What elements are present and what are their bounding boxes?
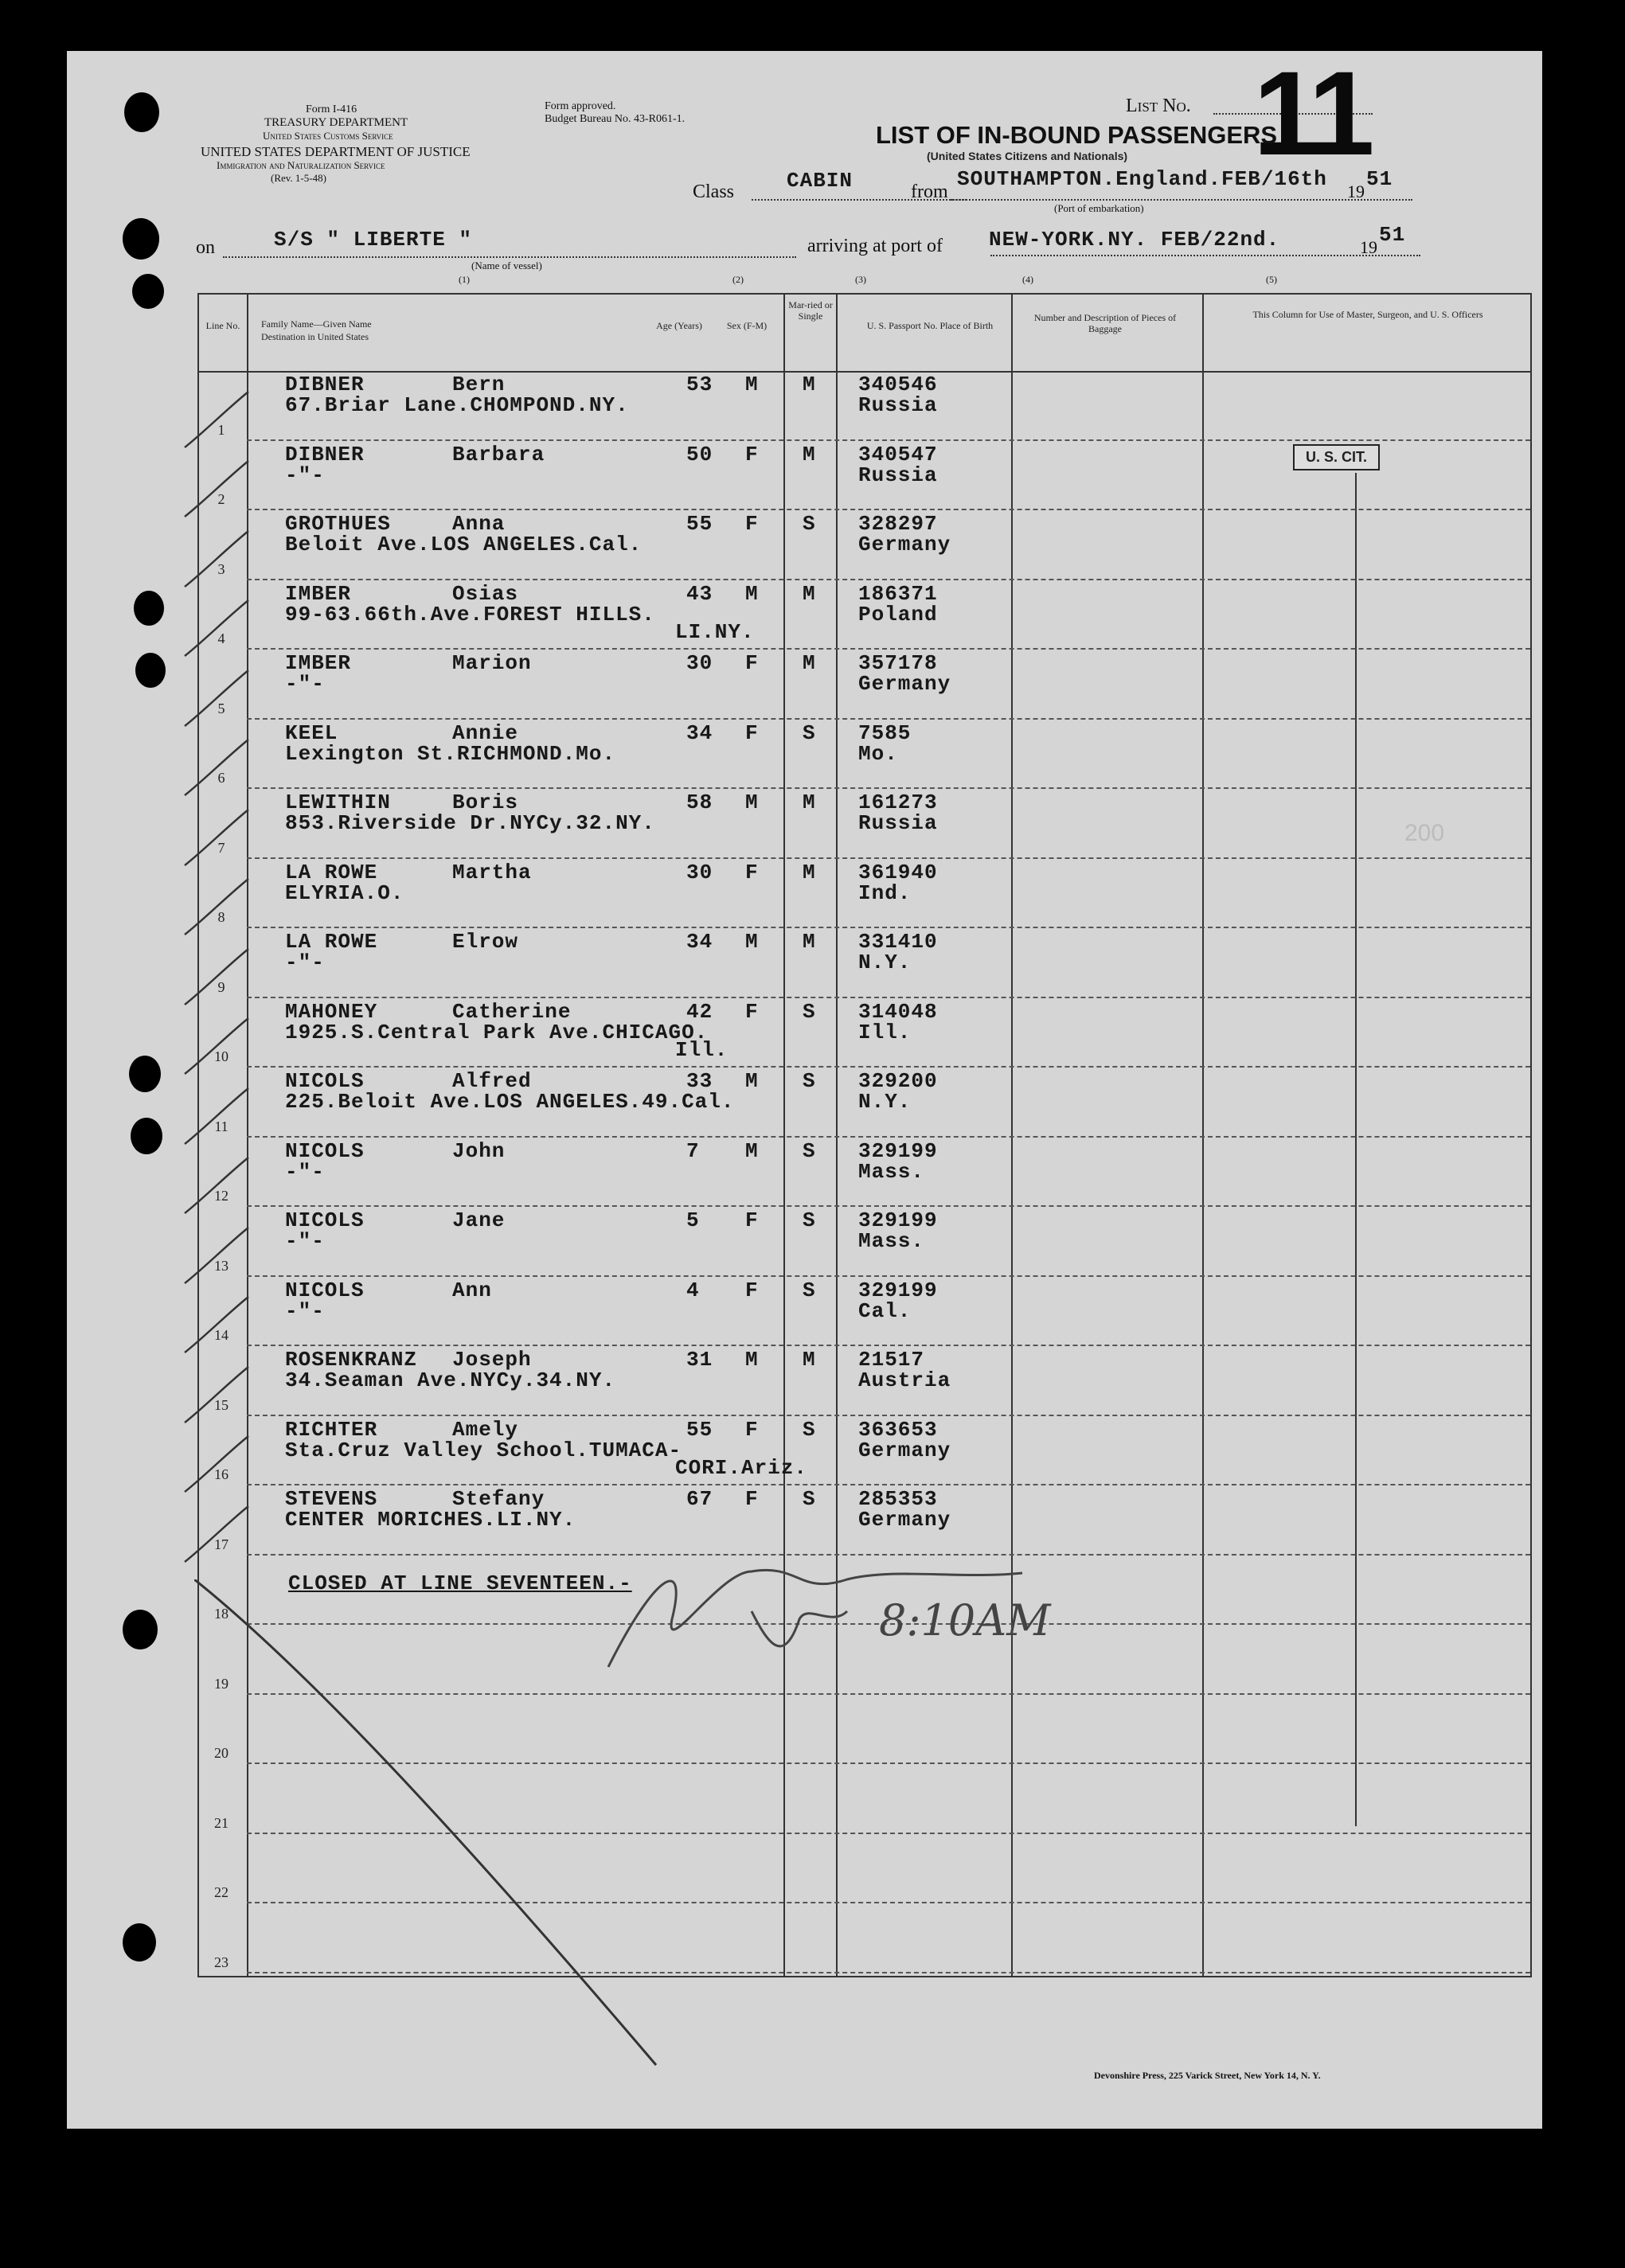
vessel-underline [223,256,796,258]
destination: 99-63.66th.Ave.FOREST HILLS. [285,602,655,627]
given-name: Osias [452,581,519,606]
passport-number: 329199 [858,1208,938,1232]
line-number: 14 [214,1327,229,1343]
on-label: on [196,237,215,258]
given-name: John [452,1138,506,1163]
place-of-birth: N.Y. [858,1090,912,1114]
given-name: Barbara [452,442,545,466]
place-of-birth: Poland [858,602,938,627]
age: 55 [686,1417,713,1442]
binder-hole-3 [132,274,164,309]
check-mark [180,458,252,521]
col-officers: This Column for Use of Master, Surgeon, and U. S. Officers [1252,309,1483,320]
col-sex: Sex (F-M) [726,320,768,331]
list-no-label: List No. [1126,96,1191,116]
destination: ELYRIA.O. [285,880,404,905]
given-name: Bern [452,373,506,396]
passport-number: 329200 [858,1069,938,1093]
given-name: Joseph [452,1348,532,1372]
family-name: NICOLS [285,1208,365,1232]
passport-number: 328297 [858,512,938,536]
row-rule [247,1345,1530,1346]
marital-status: M [803,790,816,814]
destination: Sta.Cruz Valley School.TUMACA- [285,1438,682,1462]
given-name: Catherine [452,999,572,1024]
line-number: 19 [214,1675,229,1692]
printer-footer: Devonshire Press, 225 Varick Street, New York 14, N. Y. [1094,2070,1321,2081]
line-number: 3 [217,560,225,577]
passport-number: 314048 [858,999,938,1024]
age: 55 [686,512,713,536]
line-number: 17 [214,1536,229,1552]
table-row [197,1416,1532,1486]
marital-status: S [803,1487,816,1511]
sex: M [745,1138,759,1163]
sex: F [745,512,759,536]
place-of-birth: Germany [858,1438,951,1462]
check-mark [180,1433,252,1497]
sex: F [745,1278,759,1302]
svg-text:8:10AM: 8:10AM [879,1595,1051,1645]
given-name: Annie [452,720,519,745]
age: 34 [686,720,713,745]
marital-status: S [803,1278,816,1302]
marital-status: M [803,930,816,954]
destination: -"- [285,1159,325,1184]
line-number: 23 [214,1954,229,1970]
family-name: GROTHUES [285,512,391,536]
table-row [197,998,1532,1068]
check-mark [180,1085,252,1149]
cancel-diagonal-line [194,1579,672,2073]
marital-status: M [803,860,816,884]
binder-hole-4 [134,591,164,626]
col-name: Family Name—Given Name [261,318,372,330]
list-number: 11 [1253,46,1370,180]
from-year-prefix: 19 [1347,182,1365,201]
form-number: Form I-416 [306,103,357,115]
destination: -"- [285,1298,325,1323]
table-row [197,1068,1532,1138]
arr-year-prefix: 19 [1360,237,1377,257]
marital-status: M [803,373,816,396]
col-age: Age (Years) [656,320,702,331]
place-of-birth: Mo. [858,741,898,766]
col-num-5: (5) [1266,274,1277,285]
marital-status: M [803,581,816,606]
destination: 1925.S.Central Park Ave.CHICAGO. [285,1020,709,1044]
passport-number: 331410 [858,930,938,954]
destination: 34.Seaman Ave.NYCy.34.NY. [285,1368,616,1392]
form-approved: Form approved. [545,100,616,112]
marital-status: S [803,1138,816,1163]
col-num-2: (2) [732,274,744,285]
marital-status: S [803,512,816,536]
from-year: 51 [1366,167,1393,191]
destination: Lexington St.RICHMOND.Mo. [285,741,616,766]
from-label: from [911,182,948,202]
family-name: KEEL [285,720,338,745]
destination: Beloit Ave.LOS ANGELES.Cal. [285,533,643,556]
given-name: Jane [452,1208,506,1232]
destination-cont: LI.NY. [675,619,755,644]
passport-number: 285353 [858,1487,938,1511]
budget-bureau: Budget Bureau No. 43-R061-1. [545,113,686,125]
family-name: NICOLS [285,1069,365,1093]
customs-service: United States Customs Service [263,130,393,142]
closed-note: CLOSED AT LINE SEVENTEEN.- [288,1571,632,1595]
sex: M [745,930,759,954]
destination: CENTER MORICHES.LI.NY. [285,1508,576,1532]
line-number: 1 [217,421,225,438]
binder-hole-7 [131,1118,162,1154]
given-name: Martha [452,860,532,884]
given-name: Alfred [452,1069,532,1093]
destination: 853.Riverside Dr.NYCy.32.NY. [285,811,655,835]
port-embark-label: (Port of embarkation) [1054,202,1144,214]
line-number: 2 [217,491,225,507]
table-row [197,441,1532,511]
family-name: IMBER [285,651,352,675]
family-name: DIBNER [285,373,365,396]
check-mark [180,388,252,452]
sex: M [745,1069,759,1093]
passport-number: 363653 [858,1417,938,1442]
row-rule [247,997,1530,998]
age: 50 [686,442,713,466]
family-name: STEVENS [285,1487,378,1511]
place-of-birth: Russia [858,463,938,487]
col-num-1: (1) [459,274,470,285]
table-row [197,859,1532,929]
check-mark [180,736,252,800]
check-mark [180,1364,252,1427]
family-name: LEWITHIN [285,790,391,814]
table-top [197,293,1532,295]
destination: 225.Beloit Ave.LOS ANGELES.49.Cal. [285,1090,735,1114]
family-name: RICHTER [285,1417,378,1442]
us-cit-stamp: U. S. CIT. [1293,444,1380,470]
sex: M [745,790,759,814]
age: 31 [686,1348,713,1372]
given-name: Elrow [452,930,519,954]
passport-number: 357178 [858,651,938,675]
marital-status: S [803,999,816,1024]
sex: F [745,651,759,675]
line-number: 5 [217,700,225,716]
row-rule [247,1205,1530,1207]
vessel-label: (Name of vessel) [471,260,542,271]
row-rule [247,509,1530,510]
age: 67 [686,1487,713,1511]
family-name: ROSENKRANZ [285,1348,418,1372]
line-number: 8 [217,909,225,925]
table-row [197,650,1532,720]
col-num-3: (3) [855,274,866,285]
age: 34 [686,930,713,954]
from-value: SOUTHAMPTON.England.FEB/16th [957,167,1327,191]
row-rule [247,1136,1530,1138]
vessel-name: S/S " LIBERTE " [274,228,473,252]
sex: F [745,860,759,884]
check-mark [180,1015,252,1079]
place-of-birth: Russia [858,811,938,835]
binder-hole-1 [124,92,159,132]
check-mark [180,597,252,661]
binder-hole-8 [123,1610,158,1649]
check-mark [180,876,252,939]
passport-number: 7585 [858,720,912,745]
age: 30 [686,651,713,675]
family-name: NICOLS [285,1278,365,1302]
line-number: 12 [214,1188,229,1204]
arriving-value: NEW-YORK.NY. FEB/22nd. [989,228,1280,252]
check-mark [180,1294,252,1357]
row-rule [247,579,1530,580]
arriving-underline [990,255,1420,256]
table-row [197,1138,1532,1208]
sex: F [745,1208,759,1232]
table-row [197,371,1532,441]
family-name: LA ROWE [285,860,378,884]
table-row [197,928,1532,998]
given-name: Amely [452,1417,519,1442]
form-subtitle: (United States Citizens and Nationals) [927,150,1128,162]
form-title: LIST OF IN-BOUND PASSENGERS [876,121,1278,149]
row-rule [247,648,1530,650]
passport-number: 21517 [858,1348,925,1372]
revision: (Rev. 1-5-48) [271,172,326,184]
line-number: 9 [217,978,225,995]
marital-status: M [803,651,816,675]
col-line-no: Line No. [205,320,240,331]
destination-cont: Ill. [675,1037,729,1062]
marital-status: S [803,1417,816,1442]
row-rule [247,857,1530,859]
family-name: LA ROWE [285,930,378,954]
age: 58 [686,790,713,814]
line-number: 22 [214,1884,229,1900]
row-rule [247,718,1530,720]
family-name: IMBER [285,581,352,606]
table-row [197,1207,1532,1277]
age: 53 [686,373,713,396]
sex: M [745,581,759,606]
check-mark [180,1224,252,1288]
check-mark [180,946,252,1009]
destination: -"- [285,463,325,487]
destination: -"- [285,1229,325,1253]
check-mark [180,806,252,870]
passport-number: 340547 [858,442,938,466]
binder-hole-5 [135,653,166,688]
family-name: NICOLS [285,1138,365,1163]
check-mark [180,528,252,591]
age: 33 [686,1069,713,1093]
line-number: 11 [214,1118,229,1134]
col-num-4: (4) [1022,274,1033,285]
given-name: Marion [452,651,532,675]
age: 5 [686,1208,700,1232]
col-destination: Destination in United States [261,331,369,342]
destination-cont: CORI.Ariz. [675,1455,808,1480]
destination: -"- [285,951,325,974]
sex: F [745,720,759,745]
marital-status: S [803,1208,816,1232]
line-number: 16 [214,1466,229,1482]
row-rule [247,1066,1530,1068]
row-rule [247,1415,1530,1416]
line-number: 6 [217,770,225,786]
place-of-birth: Germany [858,533,951,556]
family-name: DIBNER [285,442,365,466]
col-married: Mar-ried or Single [788,299,833,322]
age: 7 [686,1138,700,1163]
given-name: Stefany [452,1487,545,1511]
age: 43 [686,581,713,606]
class-label: Class [693,182,735,202]
destination: -"- [285,672,325,696]
passport-number: 340546 [858,373,938,396]
arr-year: 51 [1379,223,1406,247]
passport-number: 329199 [858,1138,938,1163]
marital-status: S [803,720,816,745]
sex: M [745,1348,759,1372]
marital-status: M [803,442,816,466]
place-of-birth: Ill. [858,1020,912,1044]
passport-number: 186371 [858,581,938,606]
binder-hole-9 [123,1923,156,1962]
sex: F [745,1487,759,1511]
place-of-birth: Mass. [858,1159,925,1184]
check-mark [180,667,252,731]
table-row [197,1346,1532,1416]
ins-title: Immigration and Naturalization Service [217,159,385,171]
place-of-birth: Cal. [858,1298,912,1323]
from-underline [951,199,1412,201]
check-mark [180,1503,252,1567]
place-of-birth: Mass. [858,1229,925,1253]
col-passport: U. S. Passport No. Place of Birth [866,320,994,331]
binder-hole-6 [129,1056,161,1092]
line-number: 21 [214,1814,229,1831]
row-rule [247,1275,1530,1277]
treasury-dept: TREASURY DEPARTMENT [264,116,408,129]
age: 4 [686,1278,700,1302]
sex: F [745,1417,759,1442]
row-rule [247,439,1530,441]
table-row [197,720,1532,790]
table-row [197,789,1532,859]
line-number: 15 [214,1396,229,1413]
age: 42 [686,999,713,1024]
passport-number: 161273 [858,790,938,814]
row-rule [247,1484,1530,1485]
family-name: MAHONEY [285,999,378,1024]
place-of-birth: Austria [858,1368,951,1392]
destination: 67.Briar Lane.CHOMPOND.NY. [285,393,629,417]
line-number: 13 [214,1257,229,1274]
line-number: 20 [214,1745,229,1761]
marital-status: M [803,1348,816,1372]
sex: F [745,999,759,1024]
line-number: 7 [217,839,225,856]
line-number: 18 [214,1606,229,1622]
table-row [197,580,1532,650]
passport-number: 361940 [858,860,938,884]
age: 30 [686,860,713,884]
place-of-birth: Ind. [858,880,912,905]
row-rule [247,927,1530,928]
place-of-birth: Germany [858,1508,951,1532]
place-of-birth: N.Y. [858,951,912,974]
class-value: CABIN [787,169,854,193]
given-name: Ann [452,1278,492,1302]
given-name: Boris [452,790,519,814]
doj-title: UNITED STATES DEPARTMENT OF JUSTICE [201,144,471,159]
place-of-birth: Germany [858,672,951,696]
arriving-label: arriving at port of [807,236,943,256]
col-baggage: Number and Description of Pieces of Baggage [1033,312,1177,334]
passport-number: 329199 [858,1278,938,1302]
marital-status: S [803,1069,816,1093]
line-number: 10 [214,1048,229,1064]
place-of-birth: Russia [858,393,938,417]
table-row [197,510,1532,580]
row-rule [247,787,1530,789]
binder-hole-2 [123,218,159,260]
form-sheet [67,46,1542,2129]
given-name: Anna [452,512,506,536]
faint-mark: 200 [1404,820,1445,846]
line-number: 4 [217,630,225,646]
sex: F [745,442,759,466]
sex: M [745,373,759,396]
table-row [197,1277,1532,1347]
check-mark [180,1154,252,1218]
